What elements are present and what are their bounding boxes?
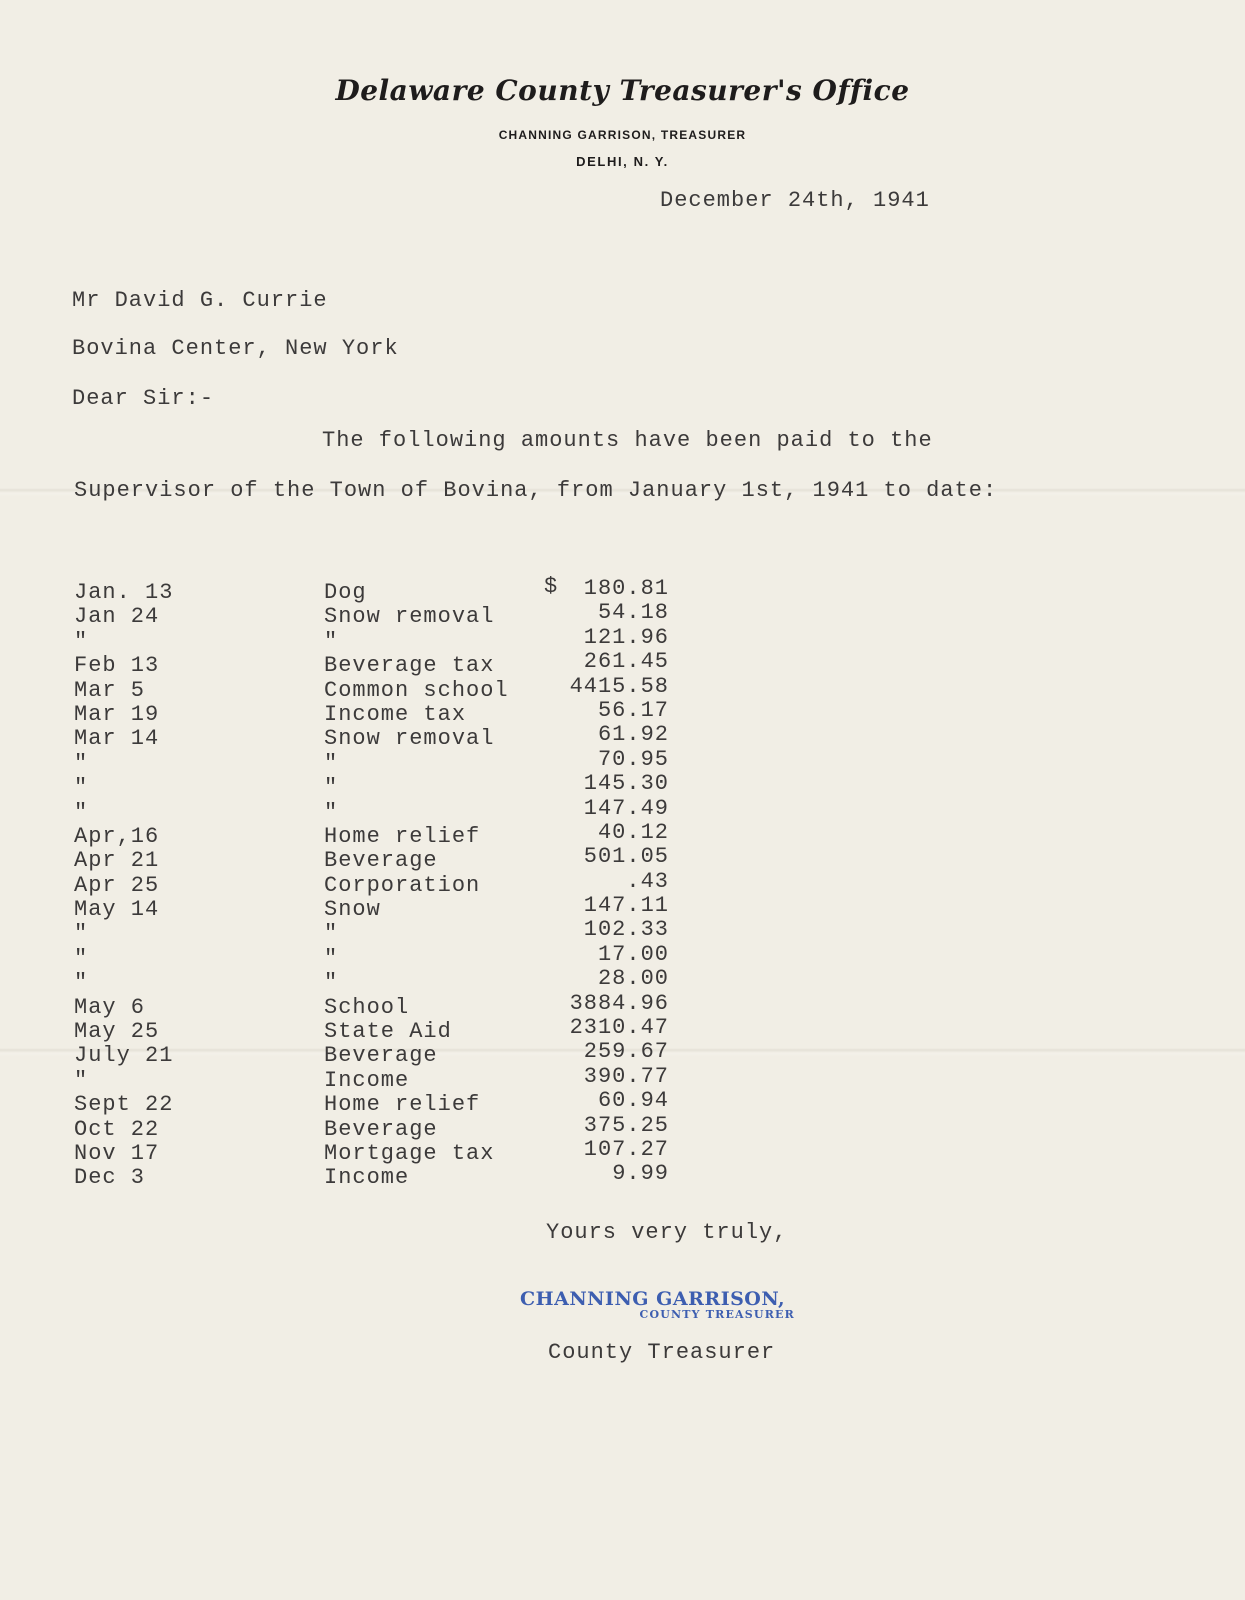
letter-date: December 24th, 1941 [660,188,930,213]
ledger-date: Jan 24 [74,604,160,630]
ledger-amount: 60.94 [597,1088,669,1114]
ledger-description: Home relief [324,823,481,849]
ledger-date: " [74,970,89,996]
ledger-description: Mortgage tax [324,1140,495,1166]
ledger-date: Jan. 13 [74,580,174,605]
ledger-amount: 180.81 [583,576,669,601]
ledger-date: Oct 22 [74,1116,160,1142]
ledger-date: May 14 [74,897,160,923]
stamp-title: COUNTY TREASURER [639,1308,795,1321]
ledger-amount: 145.30 [583,771,669,797]
ledger-amount: 102.33 [583,917,669,943]
ledger-description: " [324,628,339,654]
recipient-name: Mr David G. Currie [72,288,328,313]
ledger-description: Snow [324,897,381,923]
payments-ledger [74,574,694,1191]
treasurer-stamp [520,1288,795,1321]
ledger-amount: 147.11 [583,893,669,919]
ledger-date: May 6 [74,994,146,1020]
ledger-date: " [74,775,89,801]
ledger-amount: 259.67 [583,1039,669,1065]
body-line-1: The following amounts have been paid to the [322,428,933,453]
ledger-amount: 375.25 [583,1112,669,1138]
ledger-date: " [74,921,89,947]
ledger-description: Beverage [324,848,438,874]
ledger-date: " [74,750,89,776]
letterhead-city: DELHI, N. Y. [576,154,669,169]
ledger-date: Sept 22 [74,1092,174,1118]
currency-symbol: $ [544,574,559,599]
ledger-description: State Aid [324,1019,452,1045]
ledger-description: " [324,750,339,776]
ledger-amount: 3884.96 [569,990,669,1016]
ledger-amount: 56.17 [597,697,669,723]
ledger-description: Income [324,1067,410,1093]
ledger-amount: 121.96 [583,624,669,650]
ledger-description: " [324,970,339,996]
ledger-description: Income tax [324,701,467,727]
ledger-amount: 9.99 [612,1161,669,1187]
ledger-row [74,1161,694,1191]
ledger-description: Dog [324,580,367,605]
ledger-description: " [324,799,339,825]
ledger-date: July 21 [74,1043,174,1069]
body-line-2: Supervisor of the Town of Bovina, from January 1st, 1941 to date: [74,478,998,503]
ledger-description: Beverage [324,1043,438,1069]
ledger-date: May 25 [74,1019,160,1045]
ledger-date: " [74,628,89,654]
ledger-description: Beverage [324,1116,438,1142]
ledger-description: Corporation [324,872,481,898]
ledger-date: Mar 14 [74,726,160,752]
stamp-name: CHANNING GARRISON, [520,1288,786,1310]
ledger-amount: 261.45 [583,649,669,675]
ledger-amount: 501.05 [583,844,669,870]
ledger-date: Feb 13 [74,653,160,679]
ledger-amount: 390.77 [583,1063,669,1089]
recipient-town: Bovina Center, New York [72,336,399,361]
ledger-amount: 54.18 [597,600,669,626]
ledger-description: Common school [324,677,509,703]
ledger-description: Home relief [324,1092,481,1118]
ledger-amount: 107.27 [583,1136,669,1162]
ledger-date: Dec 3 [74,1165,146,1191]
ledger-amount: 61.92 [597,722,669,748]
ledger-amount: 17.00 [597,941,669,967]
salutation: Dear Sir:- [72,386,215,411]
ledger-amount: 28.00 [597,966,669,992]
ledger-date: " [74,799,89,825]
ledger-description: School [324,994,410,1020]
ledger-date: Mar 5 [74,677,146,703]
ledger-description: Snow removal [324,726,495,752]
ledger-date: Apr 25 [74,872,160,898]
ledger-amount: 70.95 [597,746,669,772]
ledger-description: Snow removal [324,604,495,630]
ledger-description: Beverage tax [324,653,495,679]
ledger-description: " [324,775,339,801]
letterhead-treasurer-line: CHANNING GARRISON, TREASURER [498,128,747,142]
ledger-amount: .43 [626,868,669,894]
ledger-amount: 2310.47 [569,1015,669,1041]
ledger-date: Mar 19 [74,701,160,727]
ledger-amount: 147.49 [583,795,669,821]
ledger-date: Nov 17 [74,1140,160,1166]
ledger-date: Apr 21 [74,848,160,874]
ledger-date: " [74,1067,89,1093]
ledger-amount: 40.12 [597,819,669,845]
ledger-description: " [324,921,339,947]
letterhead-title: Delaware County Treasurer's Office [335,74,910,107]
closing: Yours very truly, [546,1220,788,1245]
ledger-amount: 4415.58 [569,673,669,699]
ledger-date: " [74,945,89,971]
ledger-date: Apr,16 [74,823,160,849]
ledger-description: " [324,945,339,971]
ledger-description: Income [324,1165,410,1191]
signature-title: County Treasurer [548,1340,776,1365]
